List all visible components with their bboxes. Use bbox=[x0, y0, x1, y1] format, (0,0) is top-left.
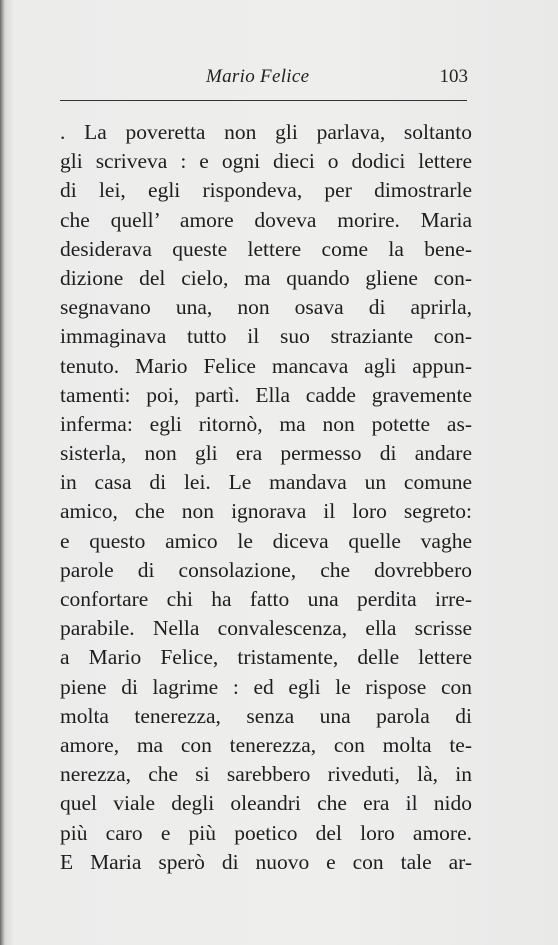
text-line: a Mario Felice, tristamente, delle lettere bbox=[60, 645, 472, 670]
text-line: segnavano una, non osava di aprirla, bbox=[60, 295, 472, 320]
text-line: tenuto. Mario Felice mancava agli appun- bbox=[60, 353, 472, 378]
text-line: amore, ma con tenerezza, con molta te- bbox=[60, 732, 472, 757]
text-line: E Maria sperò di nuovo e con tale ar- bbox=[60, 849, 472, 874]
text-line: parole di consolazione, che dovrebbero bbox=[60, 557, 472, 582]
text-line: gli scriveva : e ogni dieci o dodici lettere bbox=[60, 149, 472, 174]
running-head bbox=[60, 66, 468, 94]
text-line: parabile. Nella convalescenza, ella scrisse bbox=[60, 616, 472, 641]
running-head-title: Mario Felice bbox=[206, 66, 310, 87]
text-line: di lei, egli rispondeva, per dimostrarle bbox=[60, 178, 472, 203]
text-line: nerezza, che si sarebbero riveduti, là, in bbox=[60, 762, 472, 787]
text-line: molta tenerezza, senza una parola di bbox=[60, 703, 472, 728]
text-line: immaginava tutto il suo straziante con- bbox=[60, 324, 472, 349]
text-line: amico, che non ignorava il loro segreto: bbox=[60, 499, 472, 524]
text-line: più caro e più poetico del loro amore. bbox=[60, 820, 472, 845]
text-line: inferma: egli ritornò, ma non potette as- bbox=[60, 411, 472, 436]
text-line: tamenti: poi, partì. Ella cadde gravemente bbox=[60, 382, 472, 407]
body-text bbox=[60, 118, 472, 877]
text-line: piene di lagrime : ed egli le rispose con bbox=[60, 674, 472, 699]
text-line: e questo amico le diceva quelle vaghe bbox=[60, 528, 472, 553]
text-line: . La poveretta non gli parlava, soltanto bbox=[60, 120, 472, 144]
text-line: dizione del cielo, ma quando gliene con- bbox=[60, 265, 472, 290]
text-line: in casa di lei. Le mandava un comune bbox=[60, 470, 472, 495]
text-line: quel viale degli oleandri che era il nido bbox=[60, 791, 472, 816]
text-line: che quell’ amore doveva morire. Maria bbox=[60, 207, 472, 232]
text-line: desiderava queste lettere come la bene- bbox=[60, 236, 472, 261]
page-number: 103 bbox=[439, 66, 468, 87]
text-line: confortare chi ha fatto una perdita irre- bbox=[60, 587, 472, 611]
header-rule bbox=[60, 100, 467, 101]
text-line: sisterla, non gli era permesso di andare bbox=[60, 441, 472, 466]
